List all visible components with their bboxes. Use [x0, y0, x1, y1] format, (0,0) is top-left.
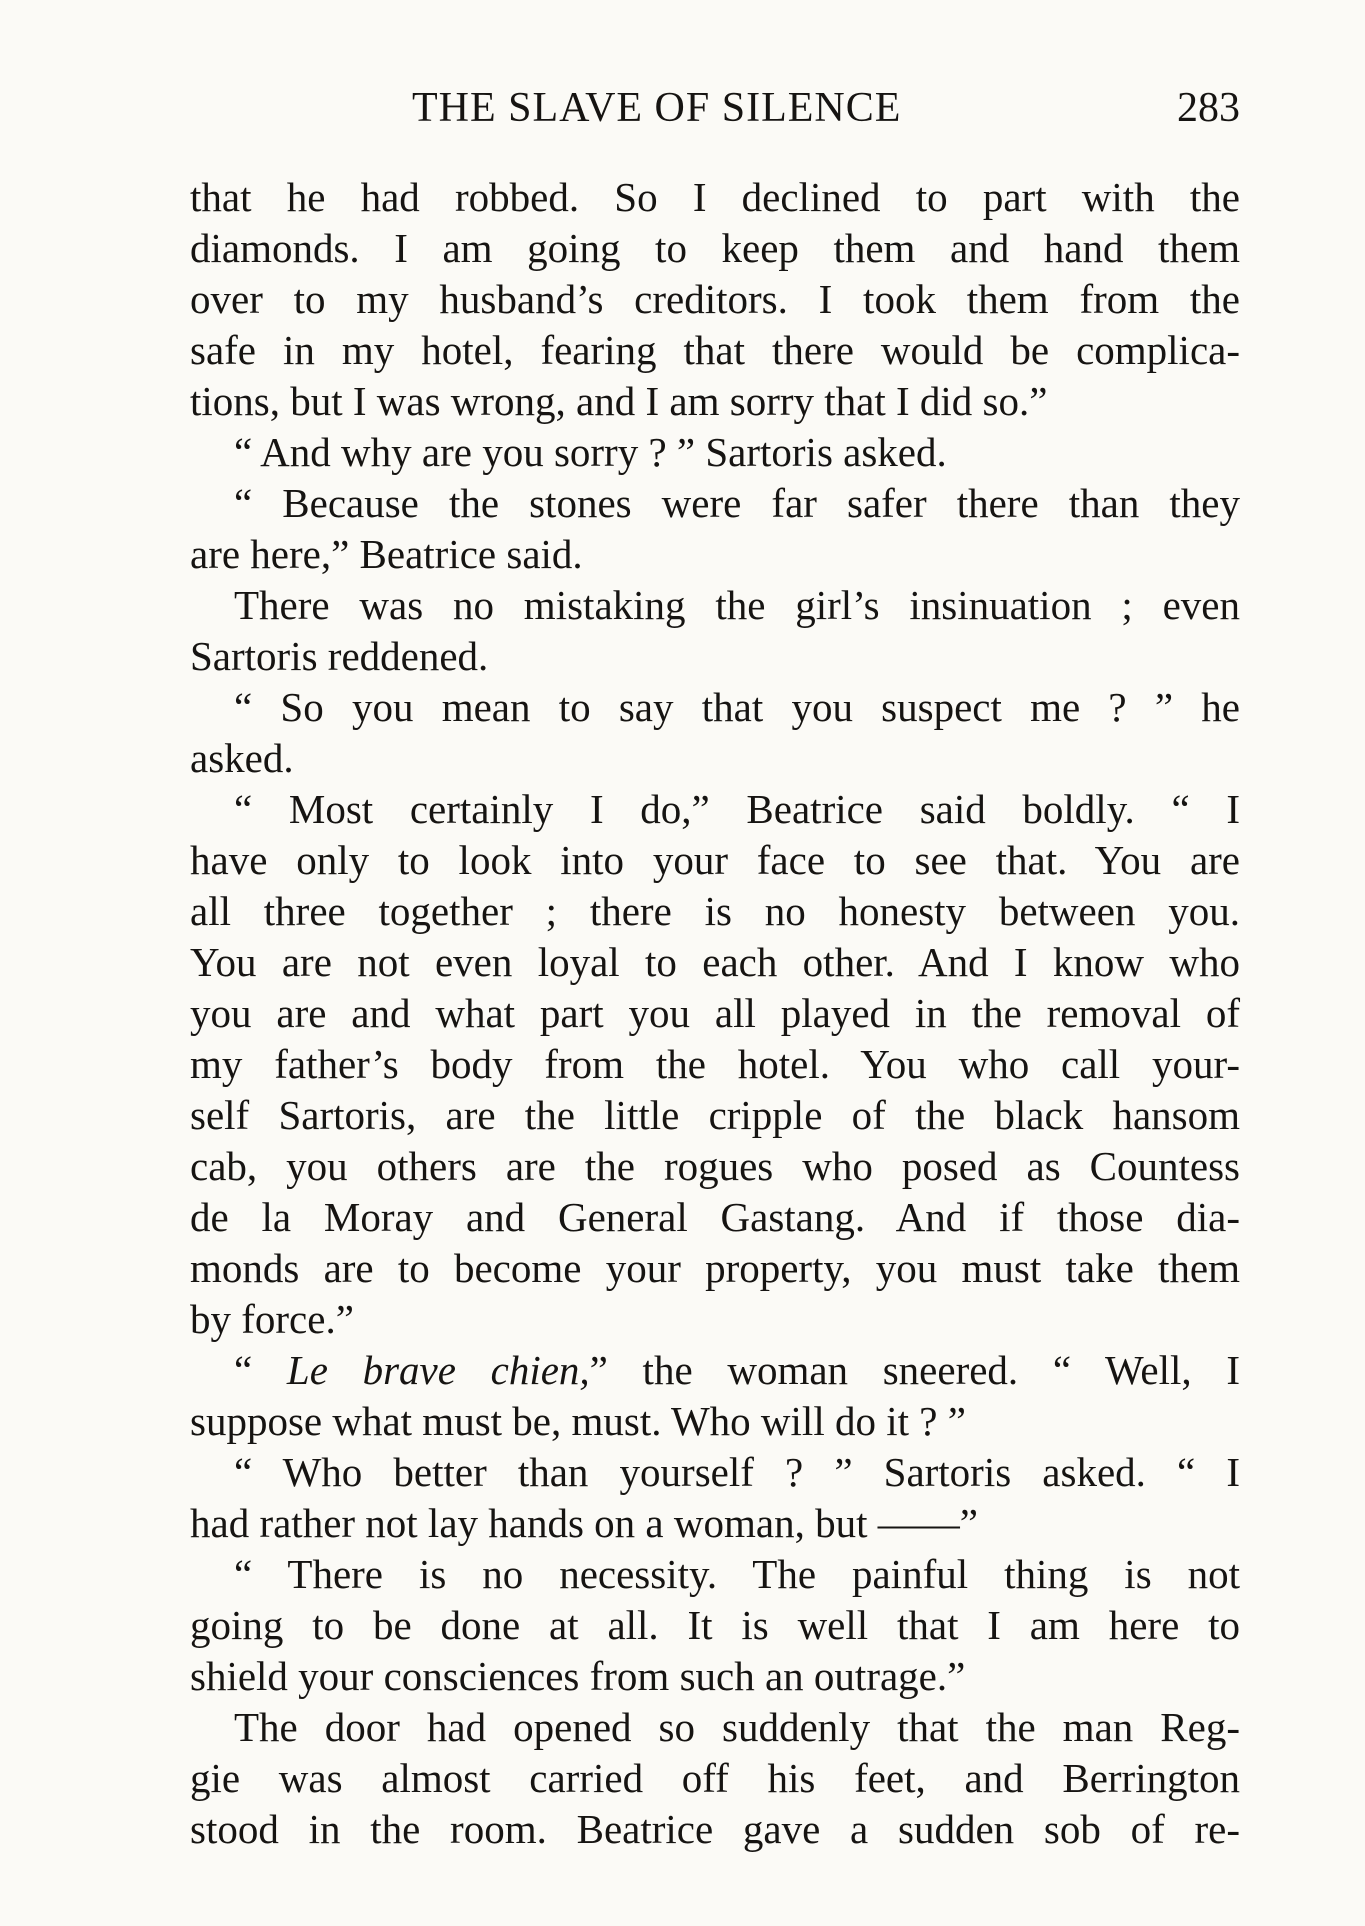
text-line: You are not even loyal to each other. And I know who — [190, 939, 1240, 985]
text-line: shield your consciences from such an outrage.” — [190, 1653, 966, 1699]
text-line: “ So you mean to say that you suspect me ? ” he — [234, 684, 1240, 730]
text-line: “ Who better than yourself ? ” Sartoris asked. “ I — [234, 1449, 1240, 1495]
text-line: tions, but I was wrong, and I am sorry that I did so.” — [190, 378, 1048, 424]
text-line: safe in my hotel, fearing that there would be complica- — [190, 327, 1240, 373]
text-line: “ And why are you sorry ? ” Sartoris asked. — [234, 429, 947, 475]
text-line: suppose what must be, must. Who will do it ? ” — [190, 1398, 966, 1444]
text-line: “ Le brave chien,” the woman sneered. “ Well, I — [234, 1347, 1240, 1393]
text-line: diamonds. I am going to keep them and hand them — [190, 225, 1240, 271]
text-line: have only to look into your face to see that. You are — [190, 837, 1240, 883]
text-line: “ Because the stones were far safer there than they — [234, 480, 1240, 526]
text-line: going to be done at all. It is well that I am here to — [190, 1602, 1240, 1648]
page-header — [190, 84, 1240, 144]
page-number: 283 — [1177, 85, 1240, 131]
text-line: The door had opened so suddenly that the man Reg- — [234, 1704, 1240, 1750]
italic-phrase: Le brave chien, — [286, 1347, 590, 1393]
text-line: monds are to become your property, you must take them — [190, 1245, 1240, 1291]
text-line: by force.” — [190, 1296, 354, 1342]
text-line: that he had robbed. So I declined to part with the — [190, 174, 1240, 220]
text-line: stood in the room. Beatrice gave a sudden sob of re- — [190, 1806, 1240, 1852]
text-line: gie was almost carried off his feet, and Berrington — [190, 1755, 1240, 1801]
text-line: de la Moray and General Gastang. And if those dia- — [190, 1194, 1240, 1240]
body-text — [190, 172, 1240, 1855]
text-line: Sartoris reddened. — [190, 633, 489, 679]
text-line: There was no mistaking the girl’s insinuation ; even — [234, 582, 1240, 628]
text-line: my father’s body from the hotel. You who call your- — [190, 1041, 1240, 1087]
text-line: you are and what part you all played in the removal of — [190, 990, 1240, 1036]
text-line: had rather not lay hands on a woman, but ——” — [190, 1500, 978, 1546]
text-line: “ Most certainly I do,” Beatrice said boldly. “ I — [234, 786, 1240, 832]
text-line: cab, you others are the rogues who posed as Countess — [190, 1143, 1240, 1189]
text-line: self Sartoris, are the little cripple of the black hansom — [190, 1092, 1240, 1138]
running-title: THE SLAVE OF SILENCE — [412, 85, 902, 131]
text-line: are here,” Beatrice said. — [190, 531, 583, 577]
text-line: asked. — [190, 735, 294, 781]
text-line: all three together ; there is no honesty between you. — [190, 888, 1240, 934]
text-line: over to my husband’s creditors. I took them from the — [190, 276, 1240, 322]
text-line: “ There is no necessity. The painful thing is not — [234, 1551, 1240, 1597]
